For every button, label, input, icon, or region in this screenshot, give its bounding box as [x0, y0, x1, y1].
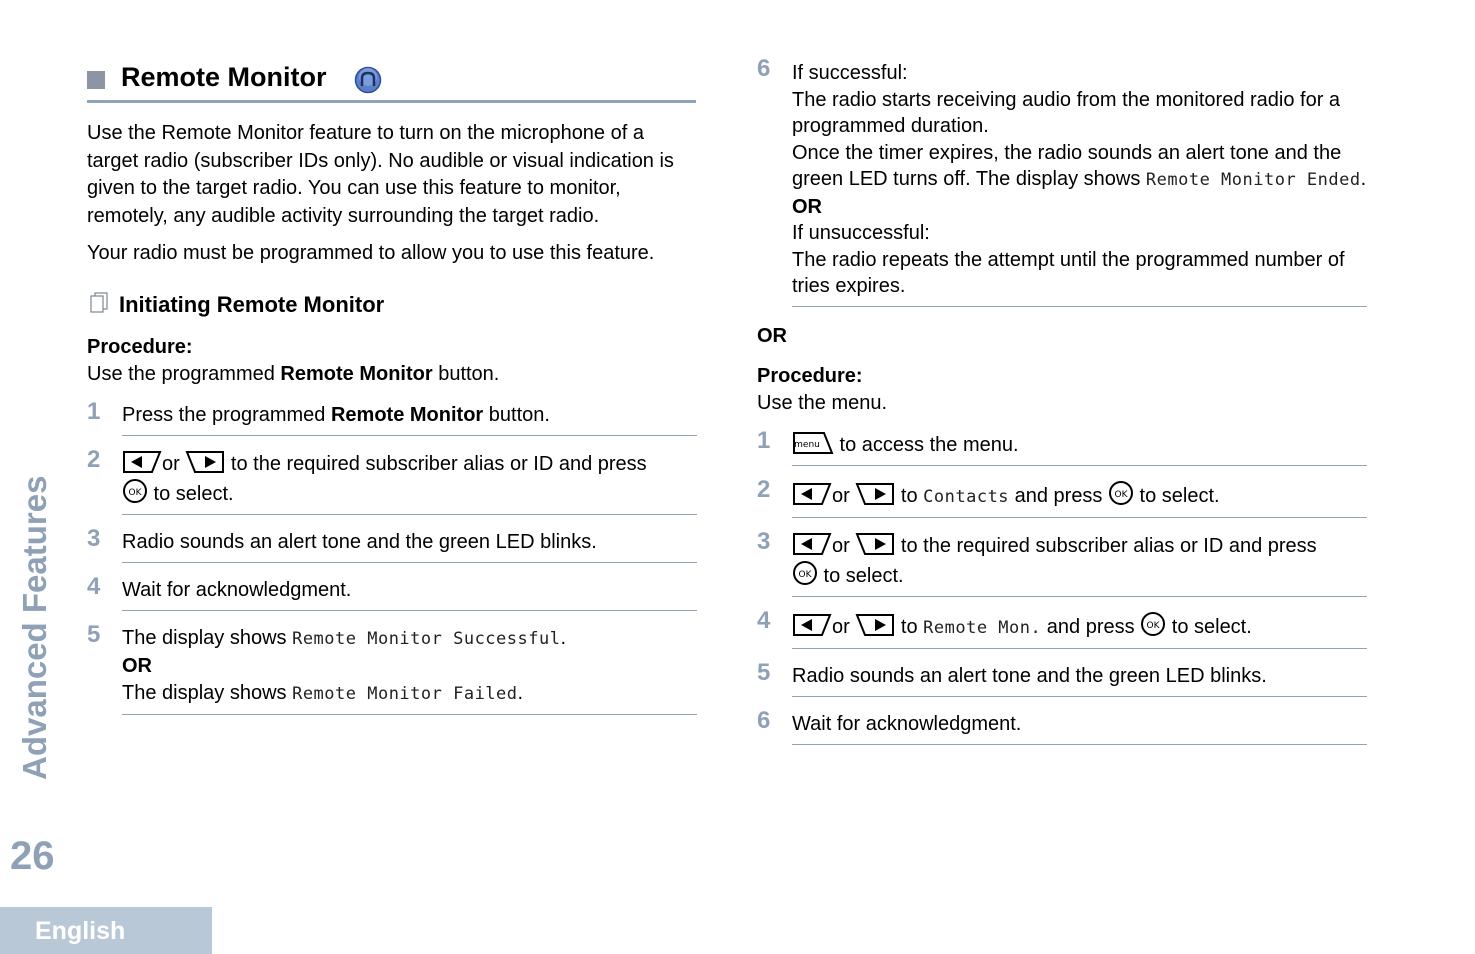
step-text: Radio sounds an alert tone and the green LED blinks.: [792, 663, 1367, 697]
or-text: or: [832, 615, 850, 638]
page-number: 26: [10, 834, 55, 878]
step-number: 6: [757, 706, 771, 734]
step-text: .: [560, 626, 567, 649]
procedure-text: Use the menu.: [757, 391, 888, 414]
list-item: [87, 572, 697, 611]
left-arrow-key-icon: [792, 532, 832, 556]
left-arrow-key-icon: [792, 482, 832, 506]
ok-key-label: OK: [1114, 489, 1128, 500]
right-arrow-key-icon: [855, 532, 895, 556]
procedure-label: Procedure:: [757, 364, 863, 387]
or-text: or: [162, 452, 180, 475]
or-text: or: [832, 534, 850, 557]
step-number: 2: [87, 445, 101, 473]
procedure-text-bold: Remote Monitor: [280, 362, 433, 385]
step-text-post: .: [1360, 168, 1367, 190]
sub-heading: [87, 290, 697, 320]
step-text: Radio sounds an alert tone and the green LED blinks.: [122, 529, 697, 563]
list-item: [757, 55, 1367, 307]
right-column: [757, 55, 1367, 745]
right-arrow-key-icon: [185, 450, 225, 474]
step-text-pre: Once the timer expires, the radio sounds an alert tone and the green LED turns off. The display shows: [792, 141, 1342, 190]
menu-key-icon: [792, 431, 834, 455]
step-number: 4: [757, 606, 771, 634]
language-label: English: [35, 917, 126, 945]
section-side-title: Advanced Features: [16, 475, 53, 780]
section-heading: [87, 60, 697, 100]
ok-key-label: OK: [1146, 620, 1160, 631]
step-number: 4: [87, 572, 101, 600]
step-text: to the required subscriber alias or ID and press: [225, 452, 647, 475]
step-bold-text: Remote Monitor: [330, 403, 484, 426]
display-text: Remote Monitor Successful: [292, 628, 561, 649]
heading-rule: [87, 100, 696, 103]
step-text: The display shows: [122, 626, 293, 649]
step-text: and press: [1009, 484, 1103, 507]
procedure-text: [87, 361, 697, 388]
step-number: 3: [757, 527, 771, 555]
step-text: The display shows: [122, 681, 293, 704]
step-text: Press the programmed: [122, 403, 331, 426]
sub-title: Initiating Remote Monitor: [119, 291, 385, 317]
or-text: OR: [122, 654, 152, 677]
ok-key-icon: [1108, 480, 1134, 506]
step-text: to select.: [1166, 615, 1252, 638]
list-item: [87, 524, 697, 563]
list-item: [757, 475, 1367, 518]
procedure-doc-icon: [89, 292, 109, 314]
step-text: and press: [1041, 615, 1135, 638]
step-text: The radio starts receiving audio from the monitored radio for a programmed duration.: [792, 88, 1341, 137]
left-arrow-key-icon: [122, 450, 162, 474]
left-column: [87, 60, 697, 715]
list-item: [87, 620, 697, 715]
step-number: 6: [757, 55, 771, 82]
procedure-text-pre: Use the programmed: [87, 362, 281, 385]
step-number: 1: [87, 397, 101, 425]
display-text: Remote Monitor Ended: [1145, 170, 1361, 190]
feature-availability-icon: [354, 66, 382, 94]
step-number: 1: [757, 426, 771, 454]
step-text: .: [517, 681, 524, 704]
procedure-label: Procedure:: [87, 335, 193, 358]
page-title: Remote Monitor: [121, 62, 327, 92]
heading-square-icon: [87, 71, 105, 89]
procedure-text-post: button.: [432, 362, 500, 385]
step-text: to: [895, 615, 924, 638]
list-item: [87, 397, 697, 436]
step-text: [792, 140, 1367, 194]
right-steps: [757, 426, 1367, 745]
step-text: Wait for acknowledgment.: [122, 577, 697, 611]
step-text: The radio repeats the attempt until the programmed number of tries expires.: [792, 248, 1345, 297]
step-text: to: [895, 484, 924, 507]
step-text: to select.: [818, 564, 904, 587]
or-text: OR: [792, 195, 822, 218]
step-number: 2: [757, 475, 771, 503]
note-paragraph: Your radio must be programmed to allow you to use this feature.: [87, 242, 655, 264]
menu-key-label: menu: [794, 439, 820, 450]
step-text: If successful:: [792, 62, 908, 84]
left-steps: [87, 397, 697, 715]
step-number: 5: [87, 620, 101, 648]
right-arrow-key-icon: [855, 482, 895, 506]
intro-paragraph: Use the Remote Monitor feature to turn on the microphone of a target radio (subscriber IDs only). No audible or visual indication is given to the target radio. You can use this feature to monitor, remotely, any audible activity surrounding the target radio.: [87, 122, 674, 227]
or-text: or: [832, 484, 850, 507]
list-item: [757, 706, 1367, 745]
list-item: [757, 658, 1367, 697]
step-text: to select.: [1134, 484, 1220, 507]
ok-key-label: OK: [798, 569, 812, 580]
ok-key-icon: [1140, 611, 1166, 637]
ok-key-icon: [792, 560, 818, 586]
step-number: 3: [87, 524, 101, 552]
step-text: to select.: [148, 482, 234, 505]
list-item: [757, 426, 1367, 466]
list-item: [757, 527, 1367, 597]
step-text: Wait for acknowledgment.: [792, 711, 1367, 745]
display-text: Remote Mon.: [923, 617, 1042, 638]
list-item: [87, 445, 697, 515]
step-number: 5: [757, 658, 771, 686]
step-text: button.: [483, 403, 550, 426]
display-text: Contacts: [923, 486, 1010, 507]
list-item: [757, 606, 1367, 649]
right-arrow-key-icon: [855, 613, 895, 637]
step-text: to access the menu.: [834, 433, 1019, 456]
step-text: to the required subscriber alias or ID and press: [895, 534, 1317, 557]
display-text: Remote Monitor Failed: [292, 683, 518, 704]
ok-key-icon: [122, 478, 148, 504]
left-arrow-key-icon: [792, 613, 832, 637]
step-text: If unsuccessful:: [792, 222, 930, 244]
language-tab: [0, 907, 212, 954]
or-separator: OR: [757, 324, 787, 347]
ok-key-label: OK: [128, 487, 142, 498]
